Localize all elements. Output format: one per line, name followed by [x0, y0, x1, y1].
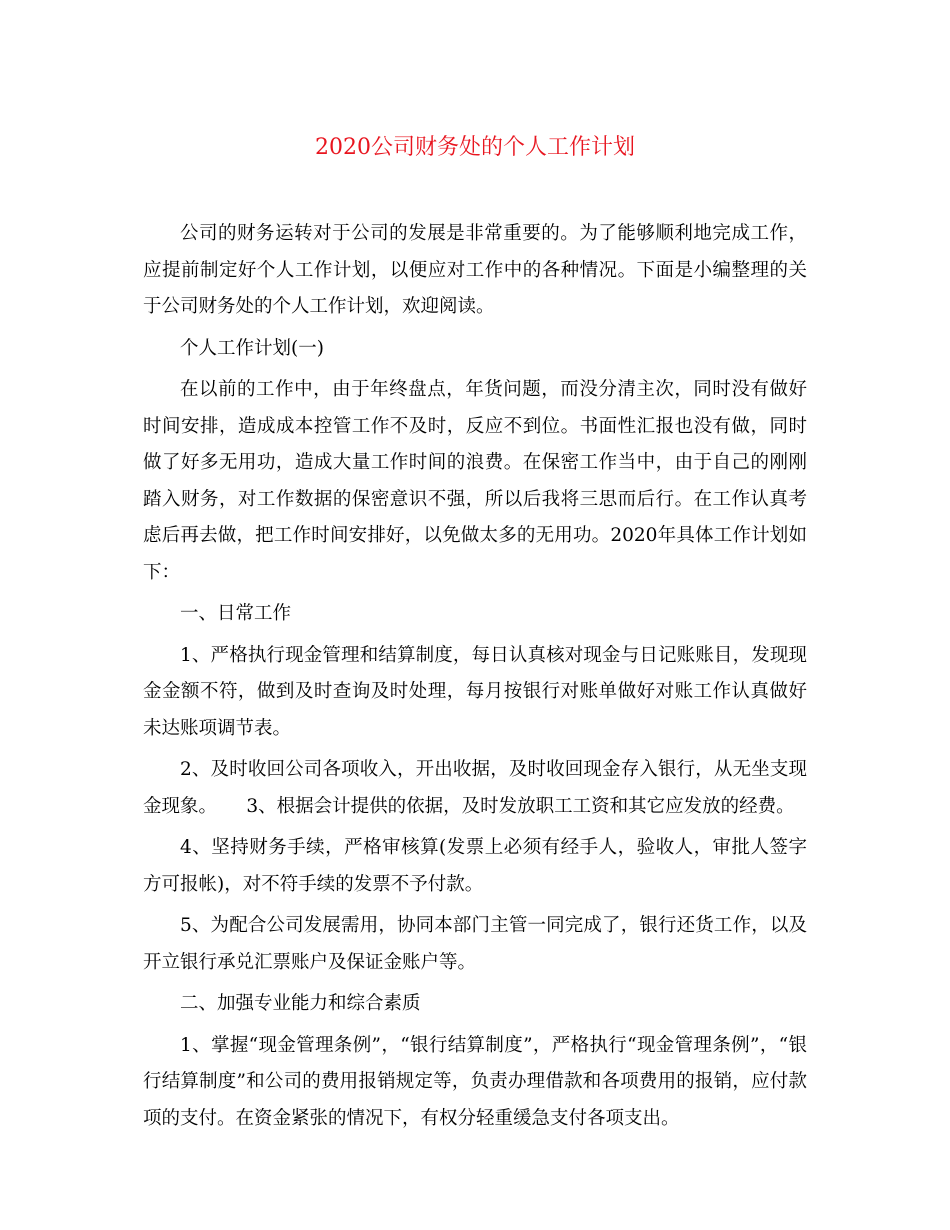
list-item-4: 4、坚持财务手续，严格审核算(发票上必须有经手人，验收人，审批人签字方可报帐)，对不符手续的发票不予付款。 [143, 837, 807, 895]
section-heading-professional-ability: 二、加强专业能力和综合素质 [180, 993, 421, 1014]
list-item-2-3: 2、及时收回公司各项收入，开出收据，及时收回现金存入银行，从无坐支现金现象。 3、根据会计提供的依据，及时发放职工工资和其它应发放的经费。 [143, 759, 807, 817]
section-heading-daily-work: 一、日常工作 [180, 603, 292, 624]
intro-paragraph: 公司的财务运转对于公司的发展是非常重要的。为了能够顺利地完成工作，应提前制定好个人工作计划，以便应对工作中的各种情况。下面是小编整理的关于公司财务处的个人工作计划，欢迎阅读。 [143, 223, 807, 317]
section-heading-plan-one: 个人工作计划(一) [180, 337, 324, 359]
list-item-1: 1、严格执行现金管理和结算制度，每日认真核对现金与日记账账目，发现现金金额不符，做到及时查询及时处理，每月按银行对账单做好对账工作认真做好未达账项调节表。 [143, 644, 807, 739]
body-paragraph: 在以前的工作中，由于年终盘点，年货问题，而没分清主次，同时没有做好时间安排，造成成本控管工作不及时，反应不到位。书面性汇报也没有做，同时做了好多无用功，造成大量工作时间的浪费。在保密工作当中，由于自己的刚刚踏入财务，对工作数据的保密意识不强，所以后我将三思而后行。在工作认真考虑后再去做，把工作时间安排好，以免做太多的无用功。2020年具体工作计划如下： [143, 379, 807, 583]
list-item-5: 5、为配合公司发展需用，协同本部门主管一同完成了，银行还货工作，以及开立银行承兑汇票账户及保证金账户等。 [143, 915, 807, 973]
list-item-1-professional: 1、掌握“现金管理条例”，“银行结算制度”，严格执行“现金管理条例”，“银行结算制度”和公司的费用报销规定等，负责办理借款和各项费用的报销，应付款项的支付。在资金紧张的情况下，有权分轻重缓急支付各项支出。 [143, 1034, 807, 1129]
document-title: 2020公司财务处的个人工作计划 [315, 135, 635, 160]
document-body [143, 216, 807, 1142]
